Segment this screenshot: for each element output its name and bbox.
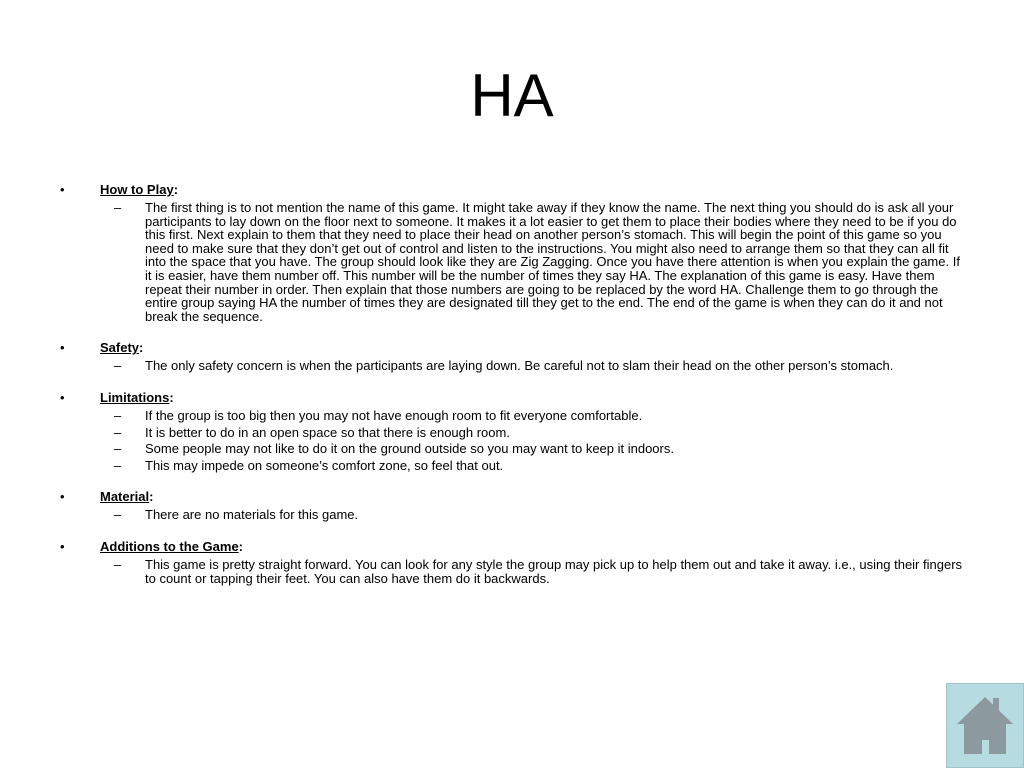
list-item: – It is better to do in an open space so that there is enough room. <box>114 424 510 440</box>
list-item: – Some people may not like to do it on the ground outside so you may want to keep it indoors. <box>114 441 674 457</box>
slide-title: HA <box>470 62 554 129</box>
section-heading: Additions to the Game <box>100 538 239 554</box>
section-safety: • Safety: – The only safety concern is when the participants are laying down. Be careful not to slam their head on the other person’s stomach. <box>60 339 970 373</box>
list-item: – The only safety concern is when the participants are laying down. Be careful not to slam their head on the other person’s stomach. <box>114 358 894 374</box>
section-heading: How to Play <box>100 182 174 197</box>
slide-content <box>60 181 970 601</box>
home-icon <box>947 684 1023 767</box>
list-item: – If the group is too big then you may not have enough room to fit everyone comfortable. <box>114 407 643 423</box>
home-button[interactable] <box>946 683 1024 768</box>
section-additions: • Additions to the Game: – This game is pretty straight forward. You can look for any style the group may pick up to help them out and take it away. i.e., using their fingers to count or tapping their feet. You can also have them do it backwards. <box>60 538 970 585</box>
section-how-to-play: • How to Play: – The first thing is to not mention the name of this game. It might take away if they know the name. The next thing you should do is ask all your participants to lay down on the floor next to someone. It makes it a lot easier to get them to place their bodies where they need to be if you do this first. Next explain to them that they need to place their head on another person’s stomach. This will begin the point of this game so you need to make sure that they don’t get out of control and listen to the instructions. You might also need to arrange them so that they can all fit into the space that you have. The group should look like they are Zig Zagging. Once you have there attention is when you explain the game. If it is easier, have them number off. This number will be the number of times they say HA. The explanation of this game is easy. Have them repeat their number in order. Then explain that those numbers are going to be replaced by the word HA. Challenge them to go through the entire group saying HA the number of times they are designated till they get to the end. The end of the game is when they can do it and not break the sequence. <box>60 181 970 323</box>
section-heading: Limitations <box>100 389 170 405</box>
list-item: – There are no materials for this game. <box>114 507 359 523</box>
bullet: • <box>60 182 65 197</box>
bullet: • <box>60 340 65 356</box>
bullet: • <box>60 389 65 405</box>
section-material: • Material: – There are no materials for this game. <box>60 488 970 522</box>
list-item: – This may impede on someone’s comfort zone, so feel that out. <box>114 457 504 473</box>
list-item: – The first thing is to not mention the name of this game. It might take away if they know the name. The next thing you should do is ask all your participants to lay down on the floor next to someone. It makes it a lot easier to get them to place their bodies where they need to be if you do this first. Next explain to them that they need to place their head on another person’s stomach. This will begin the point of this game so you need to make sure that they don’t get out of control and listen to the instructions. You might also need to arrange them so that they can all fit into the space that you have. The group should look like they are Zig Zagging. Once you have there attention is when you explain the game. If it is easier, have them number off. This number will be the number of times they say HA. The explanation of this game is easy. Have them repeat their number in order. Then explain that those numbers are going to be replaced by the word HA. Challenge them to go through the entire group saying HA the number of times they are designated till they get to the end. The end of the game is when they can do it and not break the sequence. <box>114 200 960 324</box>
list-item: – This game is pretty straight forward. You can look for any style the group may pick up to help them out and take it away. i.e., using their fingers to count or tapping their feet. You can also have them do it backwards. <box>114 556 963 586</box>
section-heading: Safety <box>100 340 140 356</box>
bullet: • <box>60 489 65 505</box>
bullet: • <box>60 538 65 554</box>
section-heading: Material <box>100 489 150 505</box>
section-limitations: • Limitations: – If the group is too big then you may not have enough room to fit everyone comfortable. – It is better to do in an open space so that there is enough room. – Some people may not like to do it on the ground outside so you may want to keep it indoors. – This may impede on someone’s comfort zone, so feel that out. <box>60 389 970 472</box>
